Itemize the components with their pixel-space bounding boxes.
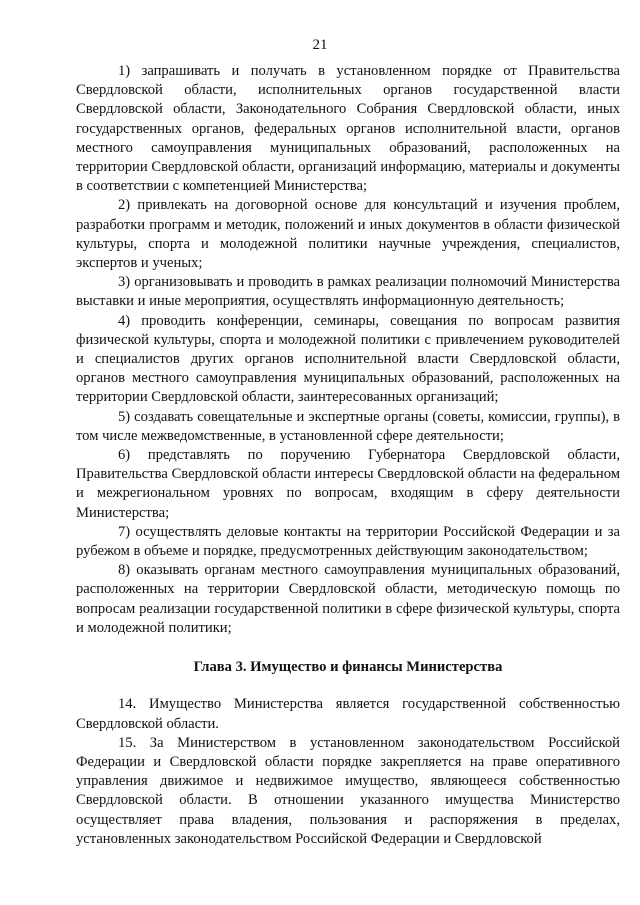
list-item: 2) привлекать на договорной основе для консультаций и изучения проблем, разработки программ и методик, положений и иных документов в области физической культуры, спорта и молодежной политики научные учреждения, специалистов, экспертов и ученых; <box>76 197 620 272</box>
document-body <box>76 62 620 849</box>
list-item: 6) представлять по поручению Губернатора Свердловской области, Правительства Свердловской области интересы Свердловской области на федеральном и межрегиональном уровнях по вопросам, входящим в сферу деятельности Министерства; <box>76 447 620 521</box>
list-item: 3) организовывать и проводить в рамках реализации полномочий Министерства выставки и иные мероприятия, осуществлять информационную деятельность; <box>76 274 620 310</box>
list-item: 1) запрашивать и получать в установленном порядке от Правительства Свердловской области, исполнительных органов государственной власти Свердловской области, Законодательного Собрания Свердловской области, иных государственных органов, федеральных органов исполнительной власти, органов местного самоуправления муниципальных образований, расположенных на территории Свердловской области, организаций информацию, материалы и документы в соответствии с компетенцией Министерства; <box>76 63 620 195</box>
list-item: 7) осуществлять деловые контакты на территории Российской Федерации и за рубежом в объеме и порядке, предусмотренных действующим законодательством; <box>76 523 620 560</box>
section-paragraph: 14. Имущество Министерства является государственной собственностью Свердловской области. <box>76 696 620 732</box>
chapter-title: Глава 3. Имущество и финансы Министерства <box>193 659 503 676</box>
section-paragraph: 15. За Министерством в установленном законодательством Российской Федерации и Свердловской области порядке закрепляется на праве оперативного управления движимое и недвижимое имущество, являющееся собственностью Свердловской области. В отношении указанного имущества Министерство осуществляет права владения, пользования и распоряжения в пределах, установленных законодательством Российской Федерации и Свердловской <box>76 734 620 847</box>
page-number: 21 <box>312 37 328 53</box>
list-item: 5) создавать совещательные и экспертные органы (советы, комиссии, группы), в том числе межведомственные, в установленной сфере деятельности; <box>76 408 620 444</box>
list-item: 4) проводить конференции, семинары, совещания по вопросам развития физической культуры, спорта и молодежной политики с привлечением руководителей и специалистов других органов исполнительной власти Свердловской области, органов местного самоуправления муниципальных образований, расположенных на территории Свердловской области, заинтересованных организаций; <box>76 312 620 406</box>
list-item: 8) оказывать органам местного самоуправления муниципальных образований, расположенных на территории Свердловской области, методическую помощь по вопросам реализации государственной политики в сфере физической культуры, спорта и молодежной политики; <box>76 562 620 636</box>
